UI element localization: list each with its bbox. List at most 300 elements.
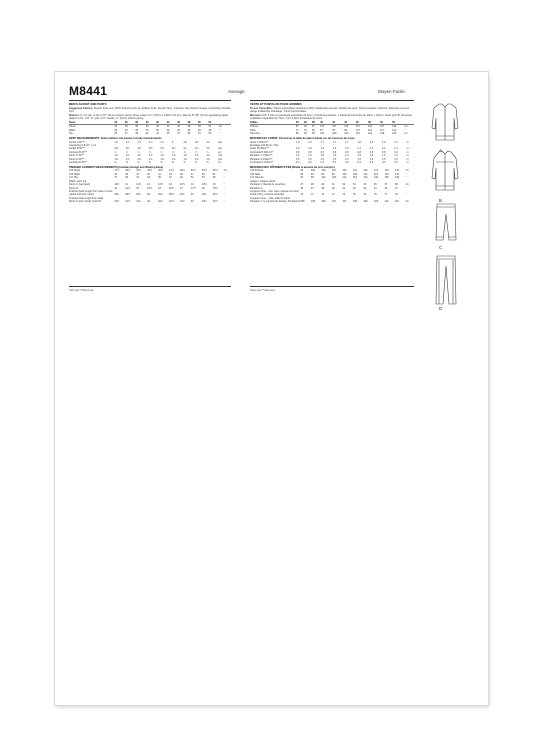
- value-cell: 1,5: [332, 157, 337, 161]
- value-cell: 36: [373, 183, 377, 187]
- value-cell: 47½: [169, 169, 174, 173]
- value-cell: 48: [208, 128, 212, 132]
- value-cell: 1,8: [357, 140, 361, 144]
- value-cell: 1,9: [369, 140, 374, 144]
- view-label-a: A: [439, 148, 443, 153]
- value-cell: 2¼: [206, 147, 210, 151]
- value-cell: ": [223, 200, 225, 204]
- value-cell: 12: [147, 183, 150, 187]
- value-cell: 2,1: [394, 147, 398, 151]
- size-cell: 52: [208, 121, 218, 125]
- skill-level-fr: Moyen Facile: [378, 89, 405, 94]
- value-cell: 2⅛: [194, 140, 199, 144]
- value-cell: 43½: [147, 169, 153, 173]
- value-cell: 38: [394, 183, 398, 187]
- value-cell: 17½: [190, 186, 196, 190]
- value-cell: 51: [212, 172, 216, 176]
- value-cell: 114: [342, 176, 347, 180]
- value-cell: 51½: [190, 169, 196, 173]
- value-cell: 30: [124, 128, 128, 132]
- value-cell: ": [223, 186, 225, 190]
- size-cell: 36: [125, 121, 135, 125]
- row-label: Pants D: [69, 186, 78, 190]
- value-cell: 52: [208, 125, 212, 129]
- value-cell: 44: [187, 128, 191, 132]
- value-cell: m: [406, 140, 409, 144]
- row-label: Finished back length from base of neck: [69, 189, 113, 193]
- value-cell: 2¼: [194, 147, 199, 151]
- section-title: MEN'S JACKET AND PANTS: [69, 102, 107, 106]
- value-cell: 140: [394, 176, 400, 180]
- value-cell: ": [223, 176, 225, 180]
- value-cell: 74: [342, 193, 346, 197]
- value-cell: m: [406, 157, 409, 161]
- value-cell: 107: [331, 200, 337, 204]
- value-cell: 16: [158, 186, 161, 190]
- value-cell: 43: [190, 200, 194, 204]
- value-cell: 108: [352, 200, 358, 204]
- value-cell: 1,5: [332, 154, 337, 158]
- value-cell: 1⅝: [125, 154, 130, 158]
- value-cell: 1⅝: [114, 140, 118, 144]
- value-cell: 1⅝: [125, 157, 130, 161]
- value-cell: 122: [367, 125, 373, 129]
- value-cell: 53: [208, 131, 212, 135]
- value-cell: 34: [363, 183, 367, 187]
- view-thumbnails: [428, 98, 464, 316]
- value-cell: 92: [303, 125, 307, 129]
- value-cell: 35: [114, 131, 118, 135]
- value-cell: 18: [201, 186, 205, 190]
- value-cell: 94: [303, 131, 307, 135]
- row-label: Jacket B 60"**: [69, 147, 85, 151]
- value-cell: 82: [312, 128, 315, 132]
- value-cell: 41: [136, 176, 140, 180]
- fabrics-text: Stretch Knits only (35% Stretch) such as: Athletic Knits, French Terry, Interlock. See Stretch Gauge. Interfacing: Fusible Knit.: [69, 106, 231, 114]
- value-cell: 41: [145, 131, 149, 135]
- value-cell: 1,5: [295, 157, 300, 161]
- finished-heading-fr: MESURES DES VÊTEMENTS FINI (Modèl et aisance de port compris): [250, 165, 335, 169]
- value-cell: 2⅛: [137, 147, 141, 151]
- value-cell: 41½: [125, 200, 131, 204]
- row-label: Chest: [69, 125, 76, 129]
- value-cell: 37: [114, 176, 118, 180]
- value-cell: 2¼: [206, 140, 210, 144]
- value-cell: ": [223, 183, 225, 187]
- value-cell: 30: [190, 193, 194, 197]
- footer-rule-left: [69, 286, 231, 287]
- row-label: Width, each leg: [69, 179, 87, 183]
- value-cell: ": [404, 128, 406, 132]
- fabrics-block: [69, 107, 231, 114]
- value-cell: cm: [404, 125, 408, 129]
- value-cell: 44: [166, 125, 170, 129]
- value-cell: ins: [223, 169, 227, 173]
- value-cell: 1,5: [369, 157, 374, 161]
- value-cell: 28¾: [136, 193, 142, 197]
- value-cell: 2¼: [183, 147, 187, 151]
- value-cell: 104: [321, 176, 326, 180]
- value-cell: 41: [342, 186, 346, 190]
- value-cell: 10½: [114, 183, 120, 187]
- value-cell: 1,9: [320, 147, 324, 151]
- value-cell: 92: [332, 128, 335, 132]
- value-cell: 0,8: [332, 150, 337, 154]
- value-cell: 2⅛: [160, 147, 164, 151]
- value-cell: 0,8: [369, 150, 374, 154]
- value-cell: ": [218, 128, 220, 132]
- value-cell: 1,9: [381, 140, 386, 144]
- value-cell: 29¼: [158, 193, 163, 197]
- value-cell: 95: [300, 169, 304, 173]
- value-cell: 1⅝: [148, 157, 153, 161]
- row-label: A,B Chest: [69, 169, 81, 173]
- value-cell: 45: [166, 131, 170, 135]
- header-rule-right: [250, 100, 414, 101]
- value-cell: 110: [331, 169, 336, 173]
- value-cell: 126: [363, 169, 368, 173]
- value-cell: 1,5: [357, 154, 361, 158]
- value-cell: 1⅞: [160, 140, 164, 144]
- skill-level-en: Average: [228, 89, 245, 94]
- value-cell: 28: [310, 183, 314, 187]
- value-cell: 1,9: [345, 147, 349, 151]
- size-cell: 52: [392, 121, 404, 125]
- value-cell: ": [405, 186, 407, 190]
- value-cell: 41½: [114, 200, 120, 204]
- value-cell: 14: [190, 183, 194, 187]
- value-cell: 2,1: [394, 140, 398, 144]
- value-cell: ⅞: [183, 150, 186, 154]
- row-label: Finished side length from waist: [69, 196, 104, 200]
- value-cell: 1⅝: [171, 154, 176, 158]
- value-cell: 73: [321, 193, 325, 197]
- row-label: A,B Poitrine: [250, 169, 264, 173]
- value-cell: 109: [373, 200, 379, 204]
- value-cell: 1,9: [295, 147, 300, 151]
- value-cell: 42½: [169, 200, 174, 204]
- table-row: [250, 132, 414, 135]
- value-cell: 1⅝: [171, 157, 176, 161]
- value-cell: 51: [197, 131, 201, 135]
- value-cell: 14½: [201, 183, 207, 187]
- row-label: Pants C 60"**: [69, 154, 85, 158]
- value-cell: 1,5: [320, 154, 324, 158]
- value-cell: 114: [363, 172, 368, 176]
- row-label: Largeur, chaque jambe: [250, 179, 276, 183]
- value-cell: ⅜: [160, 160, 163, 164]
- value-cell: 2,1: [369, 147, 374, 151]
- value-cell: 2,1: [357, 147, 361, 151]
- value-cell: 42: [352, 186, 356, 190]
- value-cell: ⅞: [194, 150, 198, 154]
- value-cell: 51: [190, 176, 194, 180]
- value-cell: ": [218, 131, 220, 135]
- pants-d-drawing: [436, 256, 456, 304]
- value-cell: 0,8: [295, 150, 300, 154]
- value-cell: 43: [363, 186, 367, 190]
- value-cell: 109: [363, 200, 368, 204]
- value-cell: yds: [218, 140, 222, 144]
- value-cell: 13: [169, 183, 172, 187]
- value-cell: 2: [171, 140, 174, 144]
- value-cell: 0,8: [357, 150, 361, 154]
- jacket-a-drawing: [432, 104, 458, 140]
- value-cell: m: [406, 147, 409, 151]
- value-cell: 110: [394, 200, 399, 204]
- value-cell: 1⅝: [183, 154, 187, 158]
- value-cell: 43: [156, 131, 159, 135]
- value-cell: 112: [367, 128, 372, 132]
- notions-label-fr: Mercerie:: [250, 113, 262, 117]
- pattern-number: M8441: [69, 84, 108, 98]
- size-cell: 50: [380, 121, 392, 125]
- value-cell: ": [223, 172, 225, 176]
- value-cell: 1⅝: [114, 157, 118, 161]
- value-cell: 104: [320, 131, 325, 135]
- value-cell: cm: [405, 169, 409, 173]
- value-cell: 1,5: [295, 154, 300, 158]
- value-cell: 44: [373, 186, 377, 190]
- english-column: [69, 103, 231, 204]
- value-cell: 1,5: [345, 154, 349, 158]
- jacket-b-drawing: [432, 151, 458, 190]
- value-cell: 31: [331, 183, 335, 187]
- fabrics-label: Suggested Fabrics:: [69, 106, 94, 110]
- value-cell: ⅞: [206, 150, 209, 154]
- value-cell: 1,5: [345, 157, 349, 161]
- value-cell: 49: [201, 172, 205, 176]
- value-cell: yd: [218, 160, 221, 164]
- body-heading: BODY MEASUREMENTS: Select pattern size based on body measurements.: [69, 136, 163, 140]
- row-label: Contraste D 150cm**: [250, 160, 274, 164]
- value-cell: 36: [300, 186, 304, 190]
- value-cell: 2⅛: [148, 147, 153, 151]
- view-label-b: B: [439, 198, 443, 203]
- value-cell: 1⅝: [148, 154, 153, 158]
- value-cell: 1⅞: [137, 140, 141, 144]
- value-cell: 39½: [125, 169, 131, 173]
- value-cell: 37: [384, 183, 388, 187]
- value-cell: 127: [380, 125, 385, 129]
- row-label: Longueur finie – dos, votre marque à l'ourlet: [250, 189, 299, 193]
- value-cell: 1,5: [308, 154, 312, 158]
- value-cell: 109: [331, 176, 337, 180]
- value-cell: 47: [169, 176, 172, 180]
- value-cell: ⅞: [137, 150, 140, 154]
- notions-text: A: 1⅛ yds. (1.0m) of ⅜" (6mm) stretch piping, three snaps of ¾" (15cm x 102cm) rib trim. Also for B: 28" (71cm) separating zipper (adjust to fit). C,D: 4¾ yds. of ⅜" elastic, ¼" (6mm) stretch piping.: [69, 113, 229, 121]
- value-cell: yds: [218, 154, 222, 158]
- fabrics-block-fr: [250, 107, 414, 114]
- value-cell: 45½: [158, 169, 163, 173]
- value-cell: 2⅛: [183, 140, 187, 144]
- value-cell: 99: [312, 131, 315, 135]
- view-label-d: D: [439, 306, 443, 311]
- footnote-en: *with nap **without nap: [69, 289, 94, 292]
- value-cell: 37½: [114, 169, 120, 173]
- value-cell: 107: [332, 125, 337, 129]
- value-cell: m: [406, 150, 409, 154]
- value-cell: 124: [363, 176, 368, 180]
- value-cell: 32: [135, 128, 139, 132]
- value-cell: 42: [177, 128, 180, 132]
- french-column: [250, 103, 414, 204]
- row-label: A,B Taille: [250, 172, 261, 176]
- value-cell: 41: [158, 172, 161, 176]
- value-cell: 36: [124, 125, 128, 129]
- value-cell: 46: [177, 125, 180, 129]
- value-cell: 116: [342, 169, 347, 173]
- row-label: Pants C (incl. band), Pants D: [69, 200, 102, 204]
- value-cell: 1,9: [308, 147, 312, 151]
- value-cell: 1⅝: [160, 154, 164, 158]
- value-cell: 75: [352, 193, 356, 197]
- value-cell: 0,3: [320, 160, 324, 164]
- value-cell: 104: [342, 172, 347, 176]
- value-cell: 87: [320, 128, 323, 132]
- value-cell: 1,5: [394, 154, 398, 158]
- value-cell: ⅞: [171, 150, 175, 154]
- value-cell: 38: [321, 186, 325, 190]
- table-row: [69, 161, 231, 164]
- value-cell: 109: [352, 172, 358, 176]
- header-rule-left: [69, 100, 231, 101]
- value-cell: 1⅝: [183, 157, 187, 161]
- size-cell: 38: [135, 121, 145, 125]
- row-label: Taille: [250, 128, 256, 132]
- row-label: C,D Hip: [69, 176, 78, 180]
- value-cell: ⅜: [148, 160, 151, 164]
- value-cell: 2¼: [171, 147, 176, 151]
- value-cell: 1,5: [308, 140, 312, 144]
- value-cell: 109: [332, 131, 337, 135]
- value-cell: 107: [355, 128, 361, 132]
- value-cell: 45: [179, 172, 183, 176]
- value-cell: 16½: [169, 186, 174, 190]
- value-cell: 42¼: [158, 200, 163, 204]
- value-cell: 0,8: [320, 150, 324, 154]
- size-cell: 42: [156, 121, 166, 125]
- value-cell: ": [405, 176, 407, 180]
- value-cell: 124: [384, 172, 389, 176]
- row-label: Veste B 150cm**: [250, 147, 269, 151]
- size-cell: 34: [114, 121, 124, 125]
- value-cell: 28¼: [114, 193, 120, 197]
- value-cell: 41½: [136, 169, 142, 173]
- footnote-fr: *avec sens **sans sens: [250, 289, 275, 292]
- value-cell: yds: [218, 147, 222, 151]
- notions-block-fr: [250, 114, 414, 121]
- value-cell: yds: [218, 157, 222, 161]
- row-label: Jacket A,B (incl. band): [69, 193, 94, 197]
- value-cell: ": [405, 172, 407, 176]
- row-label: Contrast B 60"**: [69, 150, 88, 154]
- finished-measurements-table-fr: [250, 169, 414, 203]
- row-label: Waist: [69, 128, 76, 132]
- value-cell: 46: [384, 186, 388, 190]
- value-cell: 74: [331, 193, 335, 197]
- value-cell: 99: [331, 172, 335, 176]
- value-cell: 35: [125, 172, 129, 176]
- row-label: Pantalon C 150cm**: [250, 154, 273, 158]
- value-cell: ⅜: [137, 160, 140, 164]
- size-cell: 42: [332, 121, 344, 125]
- value-cell: 133: [392, 131, 397, 135]
- table-row: [250, 161, 414, 164]
- size-cell: 44: [344, 121, 356, 125]
- value-cell: 1⅝: [114, 154, 118, 158]
- value-cell: 110: [384, 200, 389, 204]
- value-cell: 1,5: [369, 154, 374, 158]
- value-cell: 29: [321, 183, 325, 187]
- value-cell: 55: [212, 176, 216, 180]
- size-cell: 46: [356, 121, 368, 125]
- value-cell: 72: [300, 193, 304, 197]
- size-cell: 40: [320, 121, 332, 125]
- row-label: Contrast D 60"**: [69, 160, 88, 164]
- value-cell: 43: [169, 172, 172, 176]
- notions-block: [69, 114, 231, 121]
- yardage-table: [69, 141, 231, 165]
- row-label: C,D Hanche: [250, 176, 264, 180]
- value-cell: 37: [310, 186, 314, 190]
- value-cell: m: [406, 160, 409, 164]
- value-cell: 49: [187, 131, 191, 135]
- value-cell: 1,5: [320, 157, 324, 161]
- value-cell: 94: [300, 176, 304, 180]
- value-cell: 132: [392, 125, 397, 129]
- value-cell: 0,8: [345, 150, 349, 154]
- en-header-label: Sizes: [69, 121, 114, 125]
- value-cell: ⅞: [160, 150, 163, 154]
- value-cell: 1⅝: [194, 154, 199, 158]
- value-cell: 107: [342, 200, 347, 204]
- value-cell: 76: [303, 128, 307, 132]
- value-cell: 1,7: [345, 140, 349, 144]
- value-cell: 136: [384, 169, 389, 173]
- value-cell: 53: [201, 176, 205, 180]
- value-cell: 33: [114, 172, 118, 176]
- value-cell: 43: [147, 176, 150, 180]
- value-cell: 34: [114, 125, 118, 129]
- value-cell: 124: [367, 131, 373, 135]
- value-cell: 117: [355, 125, 360, 129]
- value-cell: 2⅛: [114, 147, 118, 151]
- size-cell: 40: [146, 121, 156, 125]
- value-cell: 1,7: [320, 140, 324, 144]
- body-heading-fr: MESURES DU CORPS: Choisissez la taille de patron basée sur les mesures du corps.: [250, 136, 356, 140]
- value-cell: ⅜: [206, 160, 209, 164]
- row-label: Pants D 60"**: [69, 157, 85, 161]
- value-cell: 2⅛: [125, 147, 130, 151]
- value-cell: 39: [125, 176, 129, 180]
- value-cell: 17: [179, 186, 183, 190]
- value-cell: 47: [177, 131, 180, 135]
- value-cell: 32: [342, 183, 346, 187]
- value-cell: 141: [394, 169, 400, 173]
- value-cell: 1⅝: [206, 154, 210, 158]
- value-cell: 119: [352, 176, 357, 180]
- value-cell: 119: [355, 131, 360, 135]
- value-cell: ": [223, 193, 225, 197]
- value-cell: 1⅝: [160, 157, 164, 161]
- value-cell: 1,5: [381, 154, 386, 158]
- value-cell: yd: [218, 150, 221, 154]
- value-cell: 39: [147, 172, 150, 176]
- value-cell: ": [405, 193, 407, 197]
- value-cell: 1,7: [332, 140, 337, 144]
- size-cell: 48: [368, 121, 380, 125]
